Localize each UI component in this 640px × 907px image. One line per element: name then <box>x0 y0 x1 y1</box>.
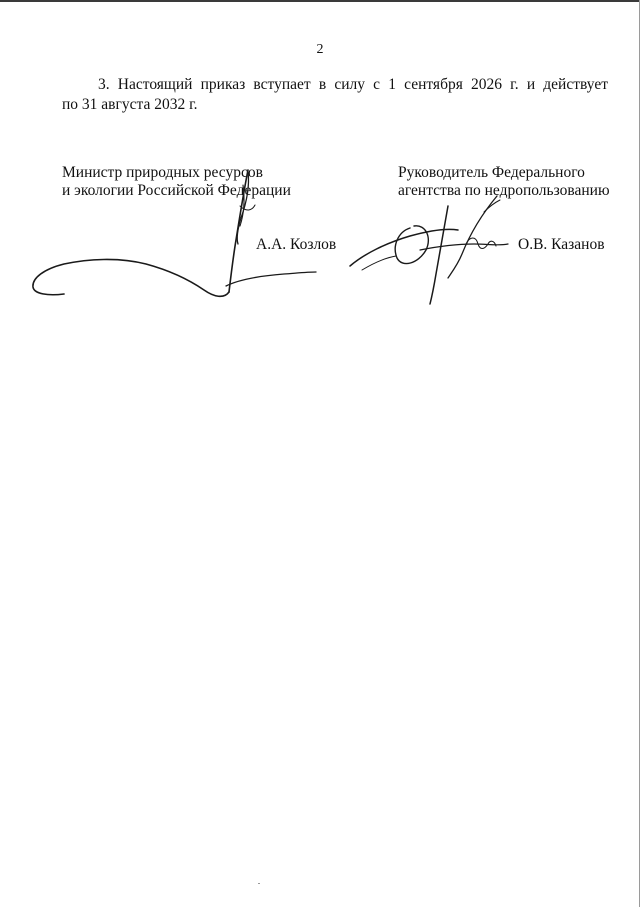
agency-head-title-line-2: агентства по недропользованию <box>398 182 610 199</box>
agency-head-signature <box>350 196 508 304</box>
page-top-edge <box>0 0 640 2</box>
scan-speck <box>258 883 260 884</box>
paragraph-line-2: по 31 августа 2032 г. <box>62 96 198 113</box>
paragraph-line-1: 3. Настоящий приказ вступает в силу с 1 сентября 2026 г. и действует <box>98 76 608 93</box>
minister-name: А.А. Козлов <box>256 236 337 253</box>
page-number: 2 <box>316 42 324 57</box>
minister-title-line-1: Министр природных ресурсов <box>62 164 263 181</box>
minister-title-line-2: и экологии Российской Федерации <box>62 182 291 199</box>
agency-head-title-line-1: Руководитель Федерального <box>398 164 585 181</box>
agency-head-name: О.В. Казанов <box>518 236 605 253</box>
agency-head-title <box>398 164 618 200</box>
minister-title <box>62 164 362 200</box>
order-paragraph <box>62 75 608 115</box>
